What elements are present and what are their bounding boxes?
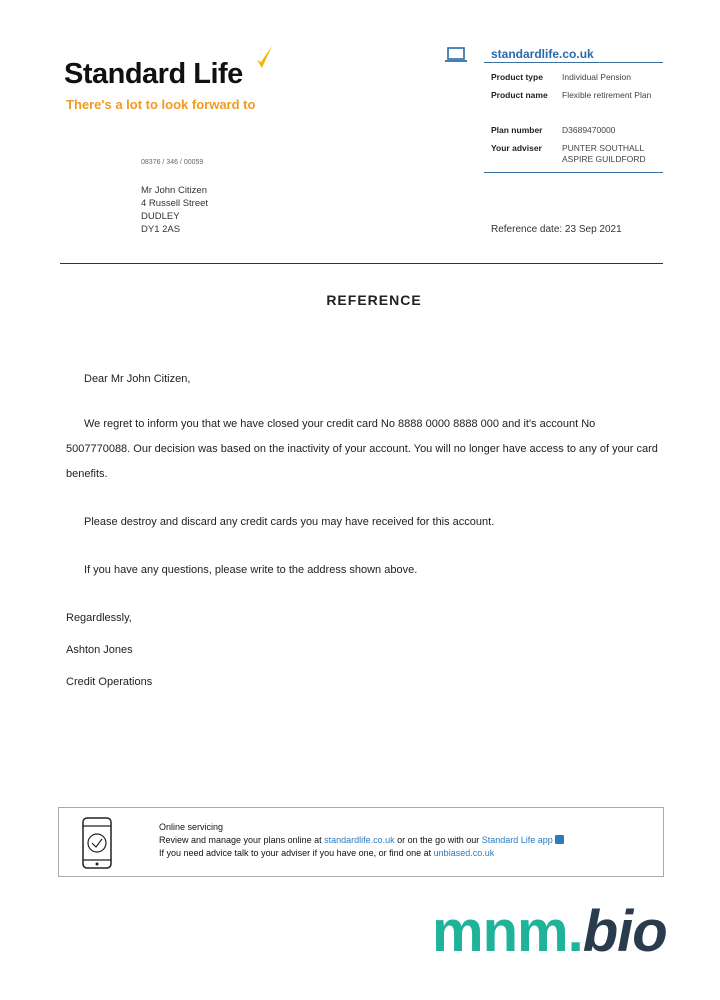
paragraph-2: Please destroy and discard any credit cards you may have received for this account. (84, 516, 495, 528)
signer-name: Ashton Jones (66, 644, 133, 656)
laptop-icon (444, 46, 468, 64)
adviser-value: PUNTER SOUTHALL (562, 143, 645, 153)
paragraph-3: If you have any questions, please write to the address shown above. (84, 564, 418, 576)
standardlife-link[interactable]: standardlife.co.uk (324, 835, 395, 845)
footer-text: or on the go with our (394, 835, 482, 845)
letter-title: REFERENCE (326, 292, 422, 308)
watermark (432, 898, 667, 965)
online-servicing-text (159, 821, 564, 860)
recipient-address (141, 184, 208, 236)
divider (484, 62, 663, 63)
online-servicing-box (58, 807, 664, 877)
watermark-part-2: bio (582, 899, 667, 964)
plan-number-label: Plan number (491, 125, 543, 135)
header-divider (60, 263, 663, 264)
product-name-value: Flexible retirement Plan (562, 90, 652, 100)
adviser-value-2: ASPIRE GUILDFORD (562, 154, 646, 164)
product-type-label: Product type (491, 72, 543, 82)
website-link[interactable]: standardlife.co.uk (491, 47, 594, 61)
divider (484, 172, 663, 173)
signer-department: Credit Operations (66, 676, 153, 688)
app-icon (555, 835, 564, 844)
footer-text: If you need advice talk to your adviser if you have one, or find one at (159, 848, 434, 858)
watermark-part-1: mnm. (432, 899, 583, 964)
phone-check-icon (81, 816, 113, 870)
reference-code: 08376 / 346 / 00059 (141, 159, 204, 166)
paragraph-1: We regret to inform you that we have closed your credit card No 8888 0000 8888 000 and it's account No 5007770088. Our decision was based on the inactivity of your account. You will no longer have access to any of your card benefits. (66, 418, 658, 480)
product-name-label: Product name (491, 90, 548, 100)
online-servicing-heading: Online servicing (159, 822, 224, 832)
unbiased-link[interactable]: unbiased.co.uk (433, 848, 495, 858)
reference-date: Reference date: 23 Sep 2021 (491, 224, 622, 235)
product-type-value: Individual Pension (562, 72, 631, 82)
closing: Regardlessly, (66, 612, 132, 624)
address-line: 4 Russell Street (141, 198, 209, 209)
logo-tagline: There's a lot to look forward to (66, 97, 256, 112)
footer-text: Review and manage your plans online at (159, 835, 325, 845)
plan-number-value: D3689470000 (562, 125, 616, 135)
address-line: DY1 2AS (141, 224, 181, 235)
app-link[interactable]: Standard Life app (481, 835, 553, 845)
salutation: Dear Mr John Citizen, (84, 373, 191, 385)
address-line: Mr John Citizen (141, 185, 207, 196)
logo-tick-icon (255, 44, 273, 70)
address-line: DUDLEY (141, 211, 180, 222)
standard-life-logo: Standard Life (64, 58, 243, 90)
adviser-label: Your adviser (491, 143, 542, 153)
